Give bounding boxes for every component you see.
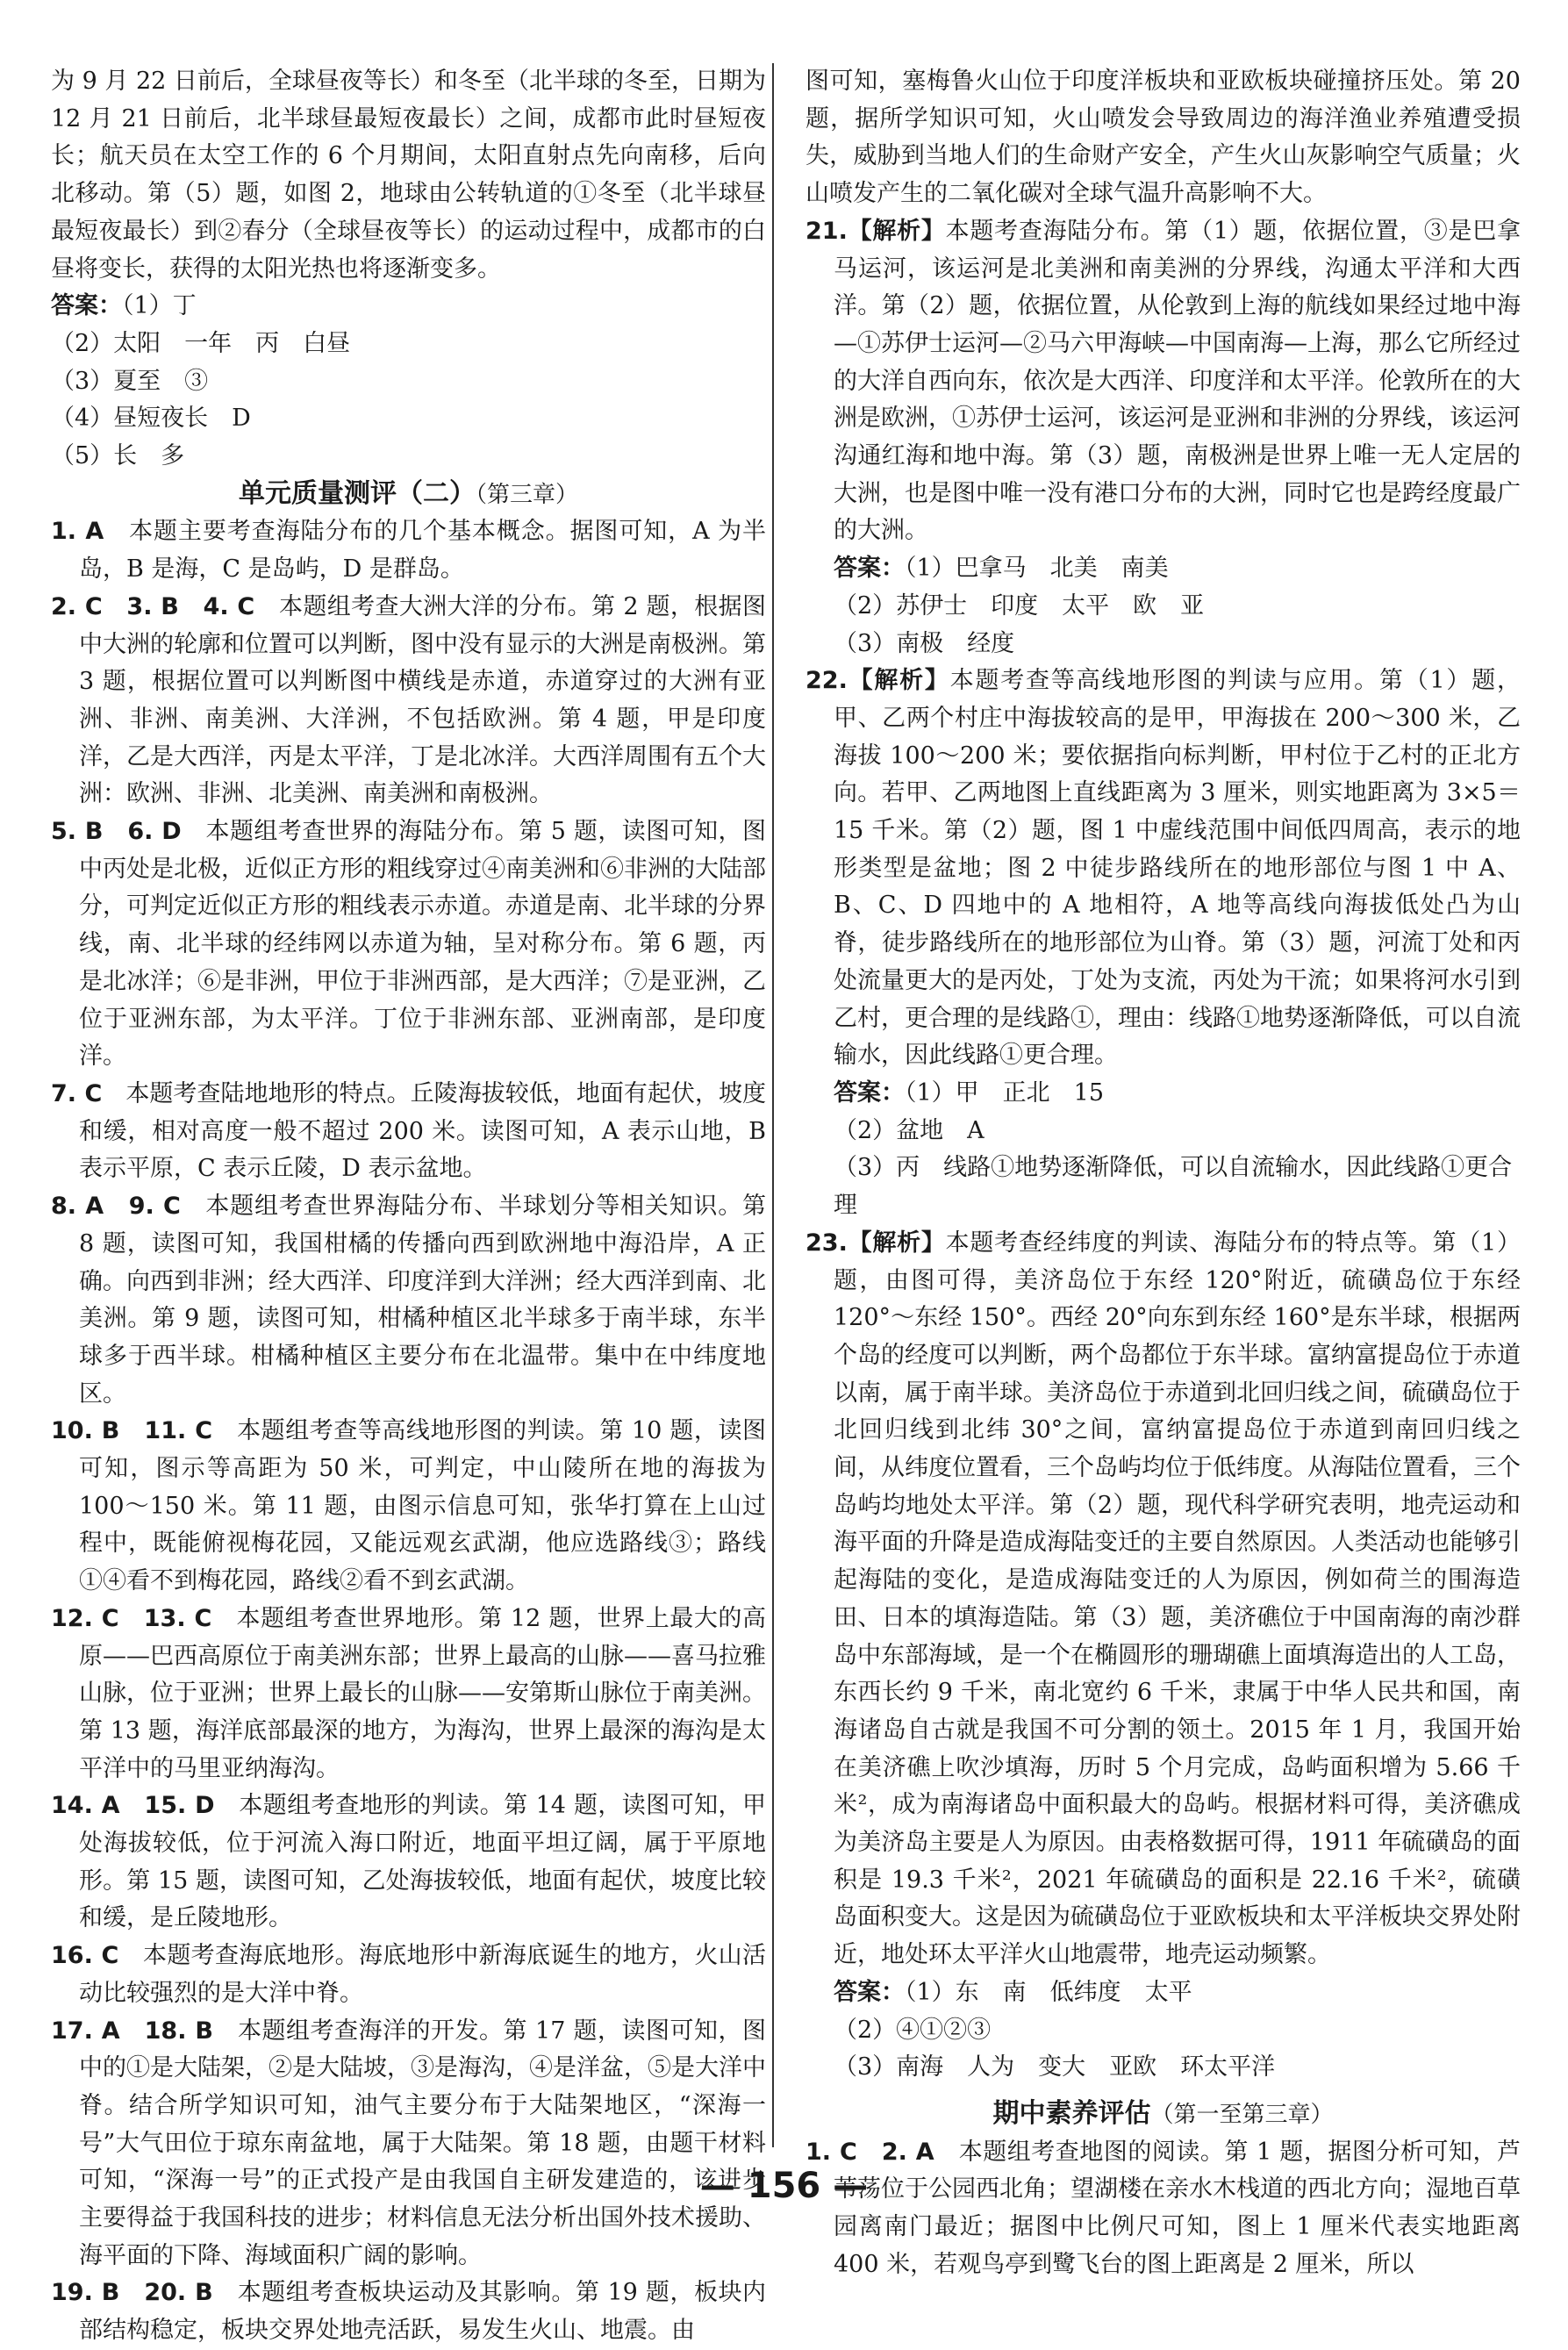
question-text: 本题考查陆地地形的特点。丘陵海拔较低，地面有起伏，坡度和缓，相对高度一般不超过 200 米。读图可知，A 表示山地，B 表示平原，C 表示丘陵，D 表示盆地。	[79, 1079, 767, 1183]
question-item	[51, 1788, 766, 1938]
question-number: 1. C 2. A	[805, 2138, 934, 2166]
column-divider	[772, 63, 774, 2147]
question-item	[51, 2013, 766, 2275]
answer-line: （3）丙 线路①地势逐渐降低，可以自流输水，因此线路①更合理	[834, 1154, 1513, 1220]
answer-label: 答案：	[834, 1978, 905, 2006]
question-number: 23.【解析】	[805, 1229, 946, 1257]
question-text: 本题组考查世界地形。第 12 题，世界上最大的高原——巴西高原位于南美洲东部；世界上最高的山脉——喜马拉雅山脉，位于亚洲；世界上最长的山脉——安第斯山脉位于南美洲。第 13 题，海洋底部最深的地方，为海沟，世界上最深的海沟是太平洋中的马里亚纳海沟。	[79, 1604, 766, 1782]
answer-label: 答案：	[51, 292, 122, 320]
intro-answer	[51, 288, 766, 326]
question-number: 8. A 9. C	[51, 1193, 181, 1221]
question-text: 本题考查海底地形。海底地形中新海底诞生的地方，火山活动比较强烈的是大洋中脊。	[79, 1942, 767, 2007]
question-text: 本题组考查海洋的开发。第 17 题，读图可知，图中的①是大陆架，②是大陆坡，③是海沟，④是洋盆，⑤是大洋中脊。结合所学知识可知，油气主要分布于大陆架地区，“深海一号”大气田位于琼东南盆地，属于大陆架。第 18 题，由题干材料可知，“深海一号”的正式投产是由我国自主研发建造的，该进步主要得益于我国科技的进步；材料信息无法分析出国外技术援助、海平面的下降、海域面积广阔的影响。	[79, 2017, 767, 2269]
question-item	[51, 1413, 766, 1601]
answer-line: （2）太阳 一年 丙 白昼	[51, 329, 351, 357]
answer-line: （3）夏至 ③	[51, 367, 209, 395]
question-number: 17. A 18. B	[51, 2017, 213, 2045]
section-heading-midterm	[805, 2096, 1521, 2134]
question-number: 7. C	[51, 1079, 103, 1107]
question-number: 16. C	[51, 1942, 119, 1970]
question-number: 10. B 11. C	[51, 1417, 213, 1445]
answer-label: 答案：	[834, 1078, 905, 1107]
question-item	[51, 513, 766, 588]
question-text: 本题考查海陆分布。第（1）题，依据位置，③是巴拿马运河，该运河是北美洲和南美洲的分界线，沟通太平洋和大西洋。第（2）题，依据位置，从伦敦到上海的航线如果经过地中海—①苏伊士运河—②马六甲海峡—中国南海—上海，那么它所经过的大洋自西向东，依次是大西洋、印度洋和太平洋。伦敦所在的大洲是欧洲，①苏伊士运河，该运河是亚洲和非洲的分界线，该运河沟通红海和地中海。第（3）题，南极洲是世界上唯一无人定居的大洲，也是图中唯一没有港口分布的大洲，同时它也是跨经度最广的大洲。	[834, 217, 1521, 545]
section-heading-main: 期中素养评估	[992, 2097, 1151, 2129]
question-item	[51, 1601, 766, 1788]
question-number: 21.【解析】	[805, 217, 946, 245]
question-number: 12. C 13. C	[51, 1604, 212, 1632]
question-number: 1. A	[51, 518, 104, 546]
question-item	[51, 1076, 766, 1188]
question-item-21	[805, 213, 1521, 550]
answer-line: （4）昼短夜长 D	[51, 405, 251, 433]
right-column	[805, 63, 1521, 2283]
answer-block	[805, 1075, 1521, 1113]
answer-line: （3）南海 人为 变大 亚欧 环太平洋	[834, 2053, 1276, 2081]
answer-line: （1）巴拿马 北美 南美	[905, 555, 1169, 583]
answer-label: 答案：	[834, 555, 905, 583]
answer-block	[805, 1974, 1521, 2012]
section-heading-sub: （第三章）	[475, 481, 578, 508]
section-heading-main: 单元质量测评（二）	[238, 477, 476, 509]
question-text: 本题组考查世界的海陆分布。第 5 题，读图可知，图中丙处是北极，近似正方形的粗线穿过④南美洲和⑥非洲的大陆部分，可判定近似正方形的粗线表示赤道。赤道是南、北半球的分界线，南、北半球的经纬网以赤道为轴，呈对称分布。第 6 题，丙是北冰洋；⑥是非洲，甲位于非洲西部，是大西洋；⑦是亚洲，乙位于亚洲东部，为太平洋。丁位于非洲东部、亚洲南部，是印度洋。	[79, 818, 766, 1071]
question-text: 本题组考查地图的阅读。第 1 题，据图分析可知，芦苇荡位于公园西北角；望湖楼在亲水木栈道的西北方向；湿地百草园离南门最近；据图中比例尺可知，图上 1 厘米代表实地距离 400 米，若观鸟亭到鹭飞台的图上距离是 2 厘米，所以	[834, 2138, 1521, 2278]
answer-line: （1）东 南 低纬度 太平	[905, 1978, 1192, 2006]
question-text: 本题组考查大洲大洋的分布。第 2 题，根据图中大洲的轮廓和位置可以判断，图中没有显示的大洲是南极洲。第 3 题，根据位置可以判断图中横线是赤道，赤道穿过的大洲有亚洲、非洲、南美洲、大洋洲，不包括欧洲。第 4 题，甲是印度洋，乙是大西洋，丙是太平洋，丁是北冰洋。大西洋周围有五个大洲：欧洲、非洲、北美洲、南美洲和南极洲。	[79, 592, 767, 808]
question-number: 2. C 3. B 4. C	[51, 592, 255, 620]
question-text: 本题考查经纬度的判读、海陆分布的特点等。第（1）题，由图可得，美济岛位于东经 120°附近，硫磺岛位于东经 120°～东经 150°。西经 20°向东到东经 160°是东半球，根据两个岛的经度可以判断，两个岛都位于东半球。富纳富提岛位于赤道以南，属于南半球。美济岛位于赤道到北回归线之间，硫磺岛位于北回归线到北纬 30°之间，富纳富提岛位于赤道到南回归线之间，从纬度位置看，三个岛屿均位于低纬度。从海陆位置看，三个岛屿均地处太平洋。第（2）题，现代科学研究表明，地壳运动和海平面的升降是造成海陆变迁的主要自然原因。人类活动也能够引起海陆的变化，是造成海陆变迁的人为原因，例如荷兰的围海造田、日本的填海造陆。第（3）题，美济礁位于中国南海的南沙群岛中东部海域，是一个在椭圆形的珊瑚礁上面填海造出的人工岛，东西长约 9 千米，南北宽约 6 千米，隶属于中华人民共和国，南海诸岛自古就是我国不可分割的领土。2015 年 1 月，我国开始在美济礁上吹沙填海，历时 5 个月完成，岛屿面积增为 5.66 千米²，成为南海诸岛中面积最大的岛屿。根据材料可得，美济礁成为美济岛主要是人为原因。由表格数据可得，1911 年硫磺岛的面积是 19.3 千米²，2021 年硫磺岛的面积是 22.16 千米²，硫磺岛面积变大。这是因为硫磺岛位于亚欧板块和太平洋板块交界处附近，地处环太平洋火山地震带，地壳运动频繁。	[834, 1229, 1521, 1969]
question-text: 本题主要考查海陆分布的几个基本概念。据图可知，A 为半岛，B 是海，C 是岛屿，D 是群岛。	[79, 518, 766, 584]
answer-block	[805, 550, 1521, 588]
left-column	[51, 63, 766, 2350]
answer-line: （2）苏伊士 印度 太平 欧 亚	[834, 591, 1205, 620]
question-item-23	[805, 1225, 1521, 1974]
question-item-22	[805, 663, 1521, 1075]
continued-paragraph: 图可知，塞梅鲁火山位于印度洋板块和亚欧板块碰撞挤压处。第 20 题，据所学知识可知，火山喷发会导致周边的海洋渔业养殖遭受损失，威胁到当地人们的生命财产安全，产生火山灰影响空气质量；火山喷发产生的二氧化碳对全球气温升高影响不大。	[805, 68, 1521, 208]
question-item	[51, 589, 766, 813]
section-heading-sub: （第一至第三章）	[1150, 2101, 1334, 2128]
answer-line: （5）长 多	[51, 442, 185, 470]
question-item	[51, 813, 766, 1076]
intro-paragraph: 为 9 月 22 日前后，全球昼夜等长）和冬至（北半球的冬至，日期为 12 月 21 日前后，北半球昼最短夜最长）之间，成都市此时昼短夜长；航天员在太空工作的 6 个月期间，太阳直射点先向南移，后向北移动。第（5）题，如图 2，地球由公转轨道的①冬至（北半球昼最短夜最长）到②春分（全球昼夜等长）的运动过程中，成都市的白昼将变长，获得的太阳光热也将逐渐变多。	[51, 68, 766, 283]
section-heading-unit2	[51, 476, 766, 514]
question-text: 本题组考查世界海陆分布、半球划分等相关知识。第 8 题，读图可知，我国柑橘的传播向西到欧洲地中海沿岸，A 正确。向西到非洲；经大西洋、印度洋到大洋洲；经大西洋到南、北美洲。第 9 题，读图可知，柑橘种植区北半球多于南半球，东半球多于西半球。柑橘种植区主要分布在北温带。集中在中纬度地区。	[79, 1193, 766, 1408]
question-number: 22.【解析】	[805, 667, 950, 695]
question-item	[51, 2275, 766, 2349]
question-number: 14. A 15. D	[51, 1792, 215, 1820]
question-number: 19. B 20. B	[51, 2279, 213, 2307]
page-number: — 156 —	[699, 2166, 869, 2206]
question-text: 本题考查等高线地形图的判读与应用。第（1）题，甲、乙两个村庄中海拔较高的是甲，甲海拔在 200～300 米，乙海拔 100～200 米；要依据指向标判断，甲村位于乙村的正北方向。若甲、乙两地图上直线距离为 3 厘米，则实地距离为 3×5＝15 千米。第（2）题，图 1 中虚线范围中间低四周高，表示的地形类型是盆地；图 2 中徒步路线所在的地形部位与图 1 中 A、B、C、D 四地中的 A 地相符，A 地等高线向海拔低处凸为山脊，徒步路线所在的地形部位为山脊。第（3）题，河流丁处和丙处流量更大的是丙处，丁处为支流，丙处为干流；如果将河水引到乙村，更合理的是线路①，理由：线路①地势逐渐降低，可以自流输水，因此线路①更合理。	[834, 667, 1521, 1070]
question-item	[51, 1188, 766, 1413]
question-number: 5. B 6. D	[51, 818, 182, 846]
question-item	[51, 1938, 766, 2012]
answer-line: （2）盆地 A	[834, 1116, 984, 1144]
answer-line: （2）④①②③	[834, 2016, 992, 2044]
question-text: 本题组考查地形的判读。第 14 题，读图可知，甲处海拔较低，位于河流入海口附近，地面平坦辽阔，属于平原地形。第 15 题，读图可知，乙处海拔较低，地面有起伏，坡度比较和缓，是丘陵地形。	[79, 1792, 766, 1932]
answer-line: （1）甲 正北 15	[905, 1078, 1105, 1107]
answer-line: （1）丁	[122, 292, 197, 320]
question-text: 本题组考查板块运动及其影响。第 19 题，板块内部结构稳定，板块交界处地壳活跃，易发生火山、地震。由	[79, 2279, 766, 2345]
question-text: 本题组考查等高线地形图的判读。第 10 题，读图可知，图示等高距为 50 米，可判定，中山陵所在地的海拔为 100～150 米。第 11 题，由图示信息可知，张华打算在上山过程中，既能俯视梅花园，又能远观玄武湖，他应选路线③；路线①④看不到梅花园，路线②看不到玄武湖。	[79, 1417, 766, 1595]
answer-line: （3）南极 经度	[834, 629, 1015, 657]
question-item	[805, 2134, 1521, 2284]
